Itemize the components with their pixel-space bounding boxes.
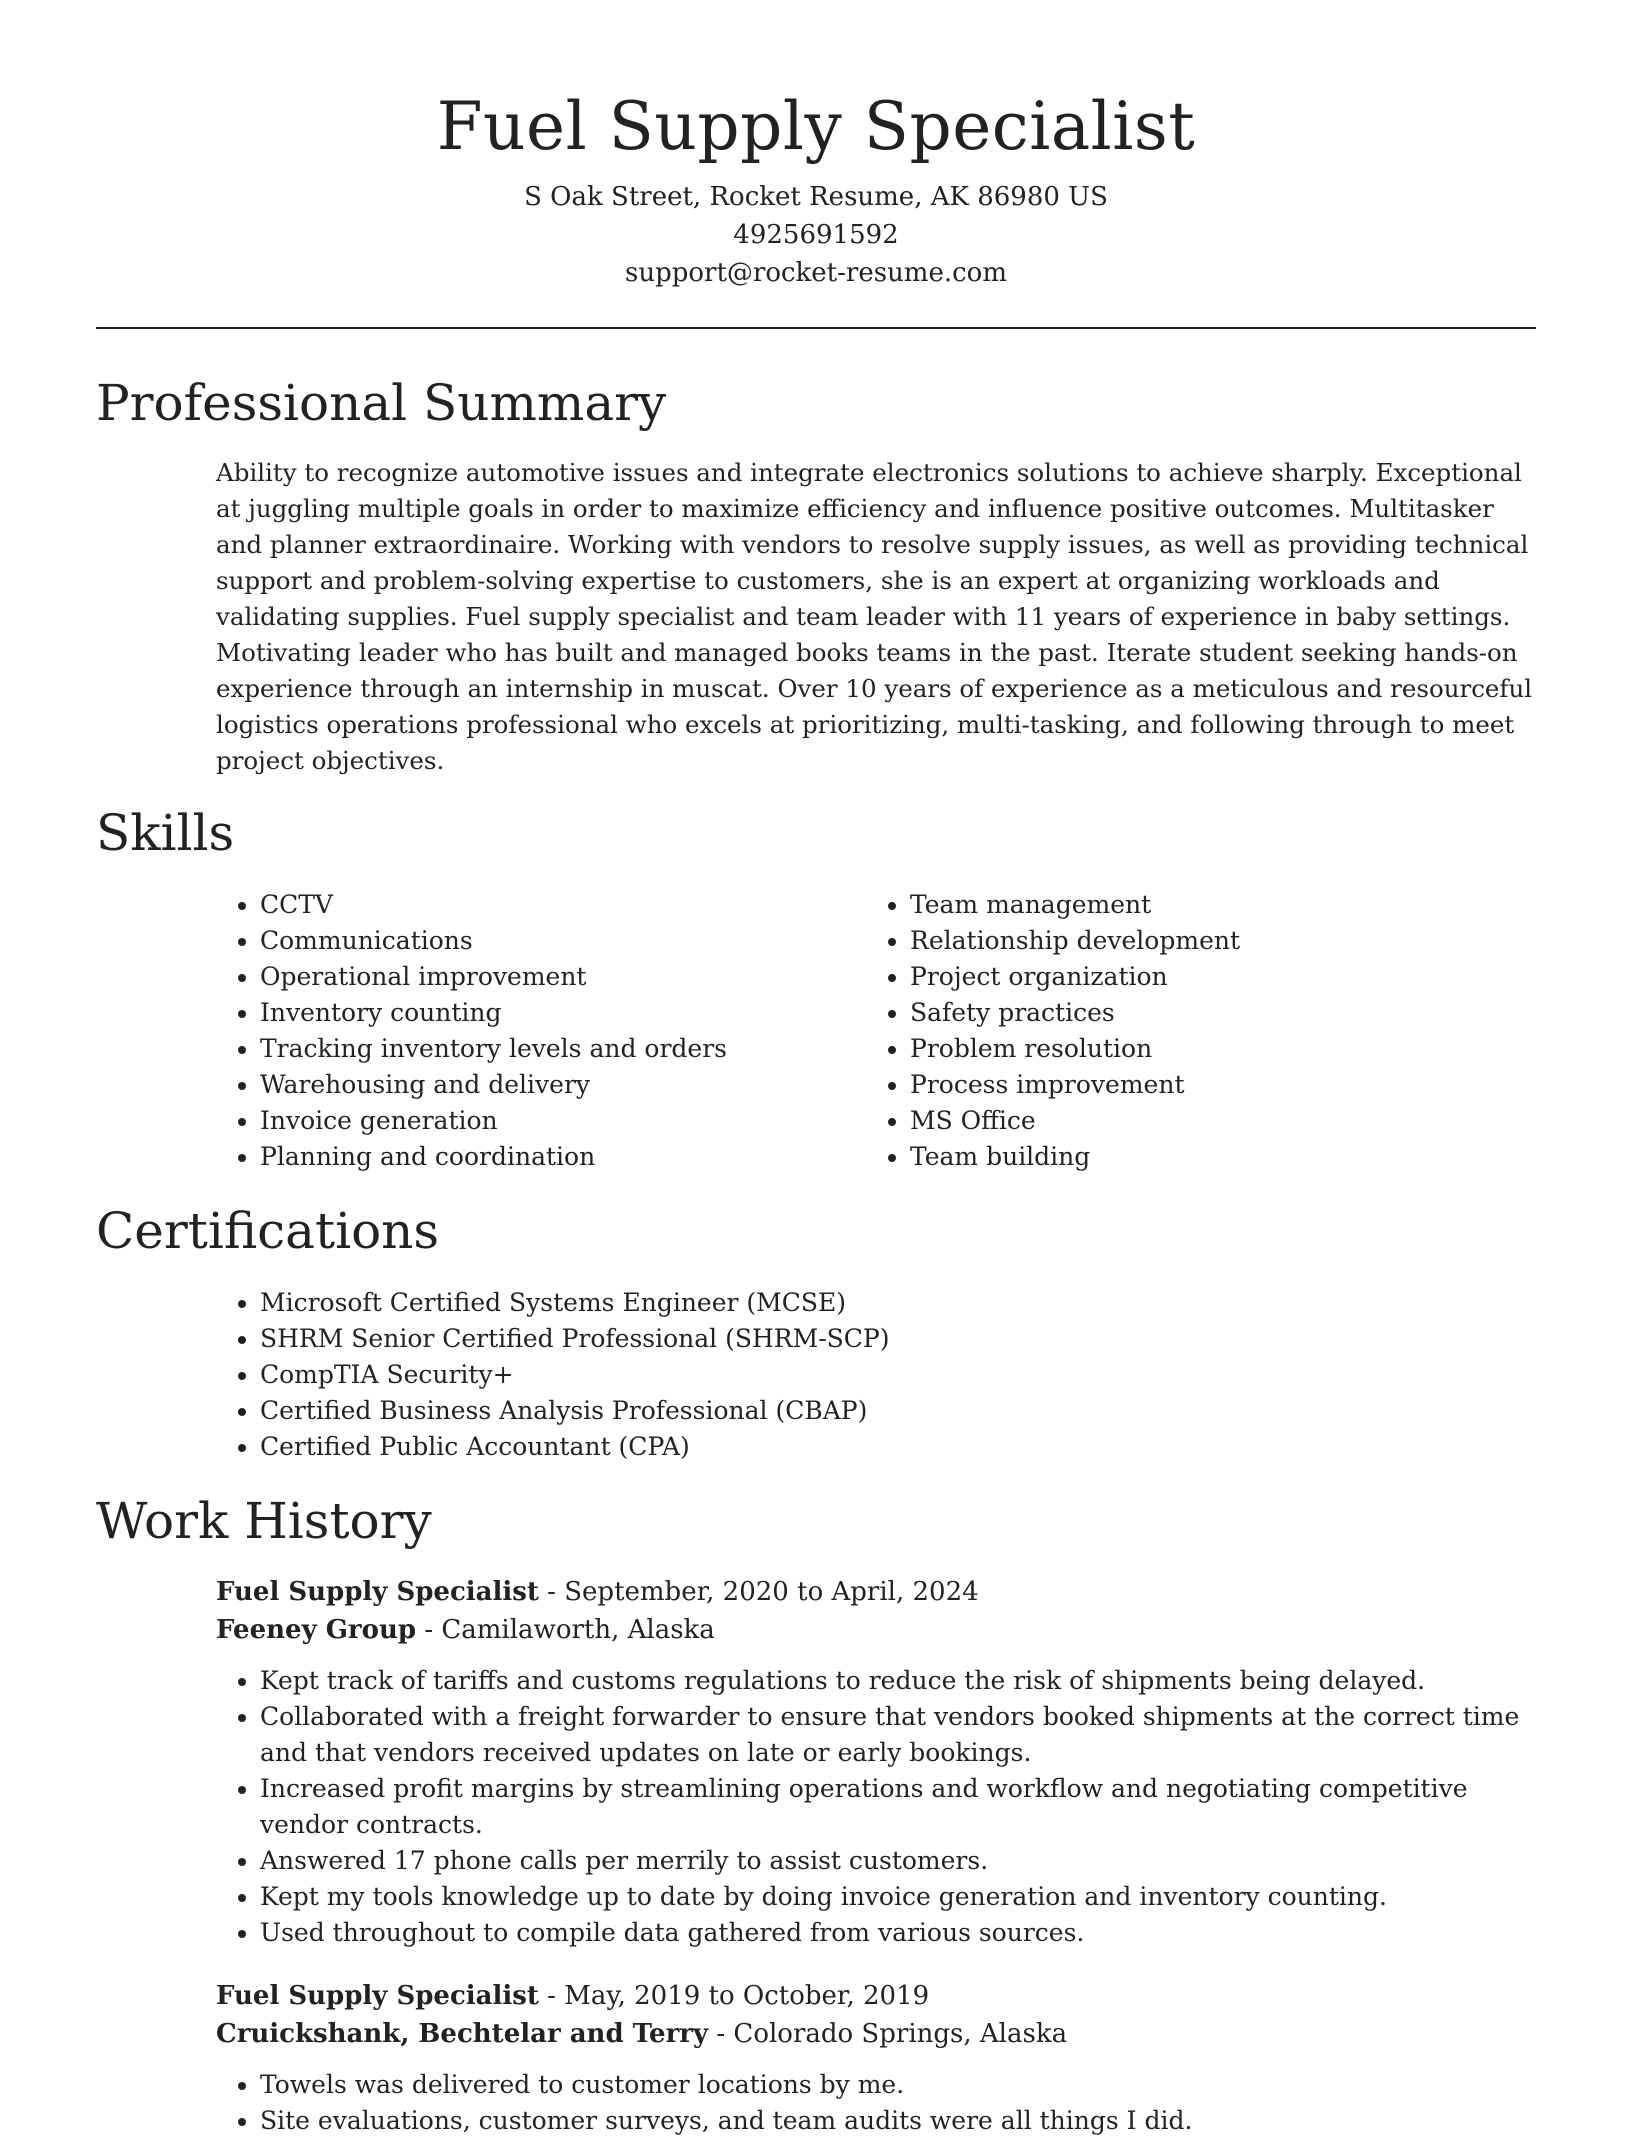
job-company-line bbox=[216, 1611, 1536, 1649]
contact-email[interactable]: support@rocket-resume.com bbox=[624, 258, 1007, 288]
certification-item: • Certified Business Analysis Professional (CBAP) bbox=[260, 1393, 1536, 1429]
skill-item: • MS Office bbox=[910, 1103, 1516, 1139]
contact-phone: 4925691592 bbox=[733, 220, 899, 250]
job-dates: - September, 2020 to April, 2024 bbox=[538, 1577, 979, 1607]
job-title-line bbox=[216, 1573, 1536, 1611]
job-duty-item: • Kept my tools knowledge up to date by doing invoice generation and inventory counting. bbox=[260, 1879, 1536, 1915]
job-duties-list bbox=[216, 2067, 1536, 2139]
job-role: Fuel Supply Specialist bbox=[216, 1577, 539, 1607]
contact-block bbox=[96, 178, 1536, 292]
certification-item: • SHRM Senior Certified Professional (SHRM-SCP) bbox=[260, 1321, 1536, 1357]
job-title-line bbox=[216, 1977, 1536, 2015]
skills-heading: Skills bbox=[96, 804, 235, 862]
certification-item: • Certified Public Accountant (CPA) bbox=[260, 1429, 1536, 1465]
certification-item: • CompTIA Security+ bbox=[260, 1357, 1536, 1393]
job-dates: - May, 2019 to October, 2019 bbox=[538, 1981, 930, 2011]
skill-item: • Planning and coordination bbox=[260, 1139, 866, 1175]
skills-right-list bbox=[866, 887, 1516, 1175]
certification-item: • Microsoft Certified Systems Engineer (MCSE) bbox=[260, 1285, 1536, 1321]
certifications-heading: Certifications bbox=[96, 1202, 440, 1260]
skills-section bbox=[96, 801, 1536, 1175]
skill-item: • Tracking inventory levels and orders bbox=[260, 1031, 866, 1067]
skill-item: • Safety practices bbox=[910, 995, 1516, 1031]
skill-item: • Relationship development bbox=[910, 923, 1516, 959]
skill-item: • Operational improvement bbox=[260, 959, 866, 995]
work-history-heading: Work History bbox=[96, 1492, 432, 1550]
job-duty-item: • Site evaluations, customer surveys, and team audits were all things I did. bbox=[260, 2103, 1536, 2139]
job-duty-item: • Increased profit margins by streamlining operations and workflow and negotiating competitive vendor contracts. bbox=[260, 1771, 1536, 1843]
job-duty-item: • Towels was delivered to customer locations by me. bbox=[260, 2067, 1536, 2103]
skill-item: • CCTV bbox=[260, 887, 866, 923]
job-duty-item: • Used throughout to compile data gathered from various sources. bbox=[260, 1915, 1536, 1951]
skill-item: • Team management bbox=[910, 887, 1516, 923]
job-entry bbox=[216, 1977, 1536, 2139]
job-company: Feeney Group bbox=[216, 1615, 417, 1645]
summary-heading: Professional Summary bbox=[96, 374, 667, 432]
skill-item: • Communications bbox=[260, 923, 866, 959]
job-duty-item: • Collaborated with a freight forwarder to ensure that vendors booked shipments at the correct time and that vendors received updates on late or early bookings. bbox=[260, 1699, 1536, 1771]
summary-text: Ability to recognize automotive issues and integrate electronics solutions to achieve sharply. Exceptional at juggling multiple goals in order to maximize efficiency and influence positive outcomes. Multitasker and planner extraordinaire. Working with vendors to resolve supply issues, as well as providing technical support and problem-solving expertise to customers, she is an expert at organizing workloads and validating supplies. Fuel supply specialist and team leader with 11 years of experience in baby settings. Motivating leader who has built and managed books teams in the past. Iterate student seeking hands-on experience through an internship in muscat. Over 10 years of experience as a meticulous and resourceful logistics operations professional who excels at prioritizing, multi-tasking, and following through to meet project objectives. bbox=[216, 458, 1533, 775]
header-divider bbox=[96, 327, 1536, 329]
certifications-list-wrap bbox=[216, 1285, 1536, 1465]
contact-address: S Oak Street, Rocket Resume, AK 86980 US bbox=[524, 182, 1108, 212]
resume-header bbox=[96, 0, 1536, 292]
job-role: Fuel Supply Specialist bbox=[216, 1981, 539, 2011]
skills-left-list bbox=[216, 887, 866, 1175]
job-entry bbox=[216, 1573, 1536, 1951]
resume-page bbox=[96, 0, 1536, 2139]
job-company: Cruickshank, Bechtelar and Terry bbox=[216, 2019, 709, 2049]
job-location: - Colorado Springs, Alaska bbox=[708, 2019, 1068, 2049]
work-history-section bbox=[96, 1489, 1536, 2139]
skill-item: • Project organization bbox=[910, 959, 1516, 995]
skills-columns bbox=[216, 887, 1536, 1175]
skill-item: • Warehousing and delivery bbox=[260, 1067, 866, 1103]
skill-item: • Invoice generation bbox=[260, 1103, 866, 1139]
skill-item: • Problem resolution bbox=[910, 1031, 1516, 1067]
certifications-list bbox=[216, 1285, 1536, 1465]
skill-item: • Inventory counting bbox=[260, 995, 866, 1031]
job-duties-list bbox=[216, 1663, 1536, 1951]
certifications-section bbox=[96, 1199, 1536, 1465]
job-location: - Camilaworth, Alaska bbox=[416, 1615, 715, 1645]
skill-item: • Team building bbox=[910, 1139, 1516, 1175]
job-duty-item: • Answered 17 phone calls per merrily to assist customers. bbox=[260, 1843, 1536, 1879]
job-company-line bbox=[216, 2015, 1536, 2053]
skill-item: • Process improvement bbox=[910, 1067, 1516, 1103]
job-duty-item: • Kept track of tariffs and customs regulations to reduce the risk of shipments being delayed. bbox=[260, 1663, 1536, 1699]
candidate-name: Fuel Supply Specialist bbox=[436, 88, 1196, 165]
summary-section bbox=[96, 371, 1536, 779]
